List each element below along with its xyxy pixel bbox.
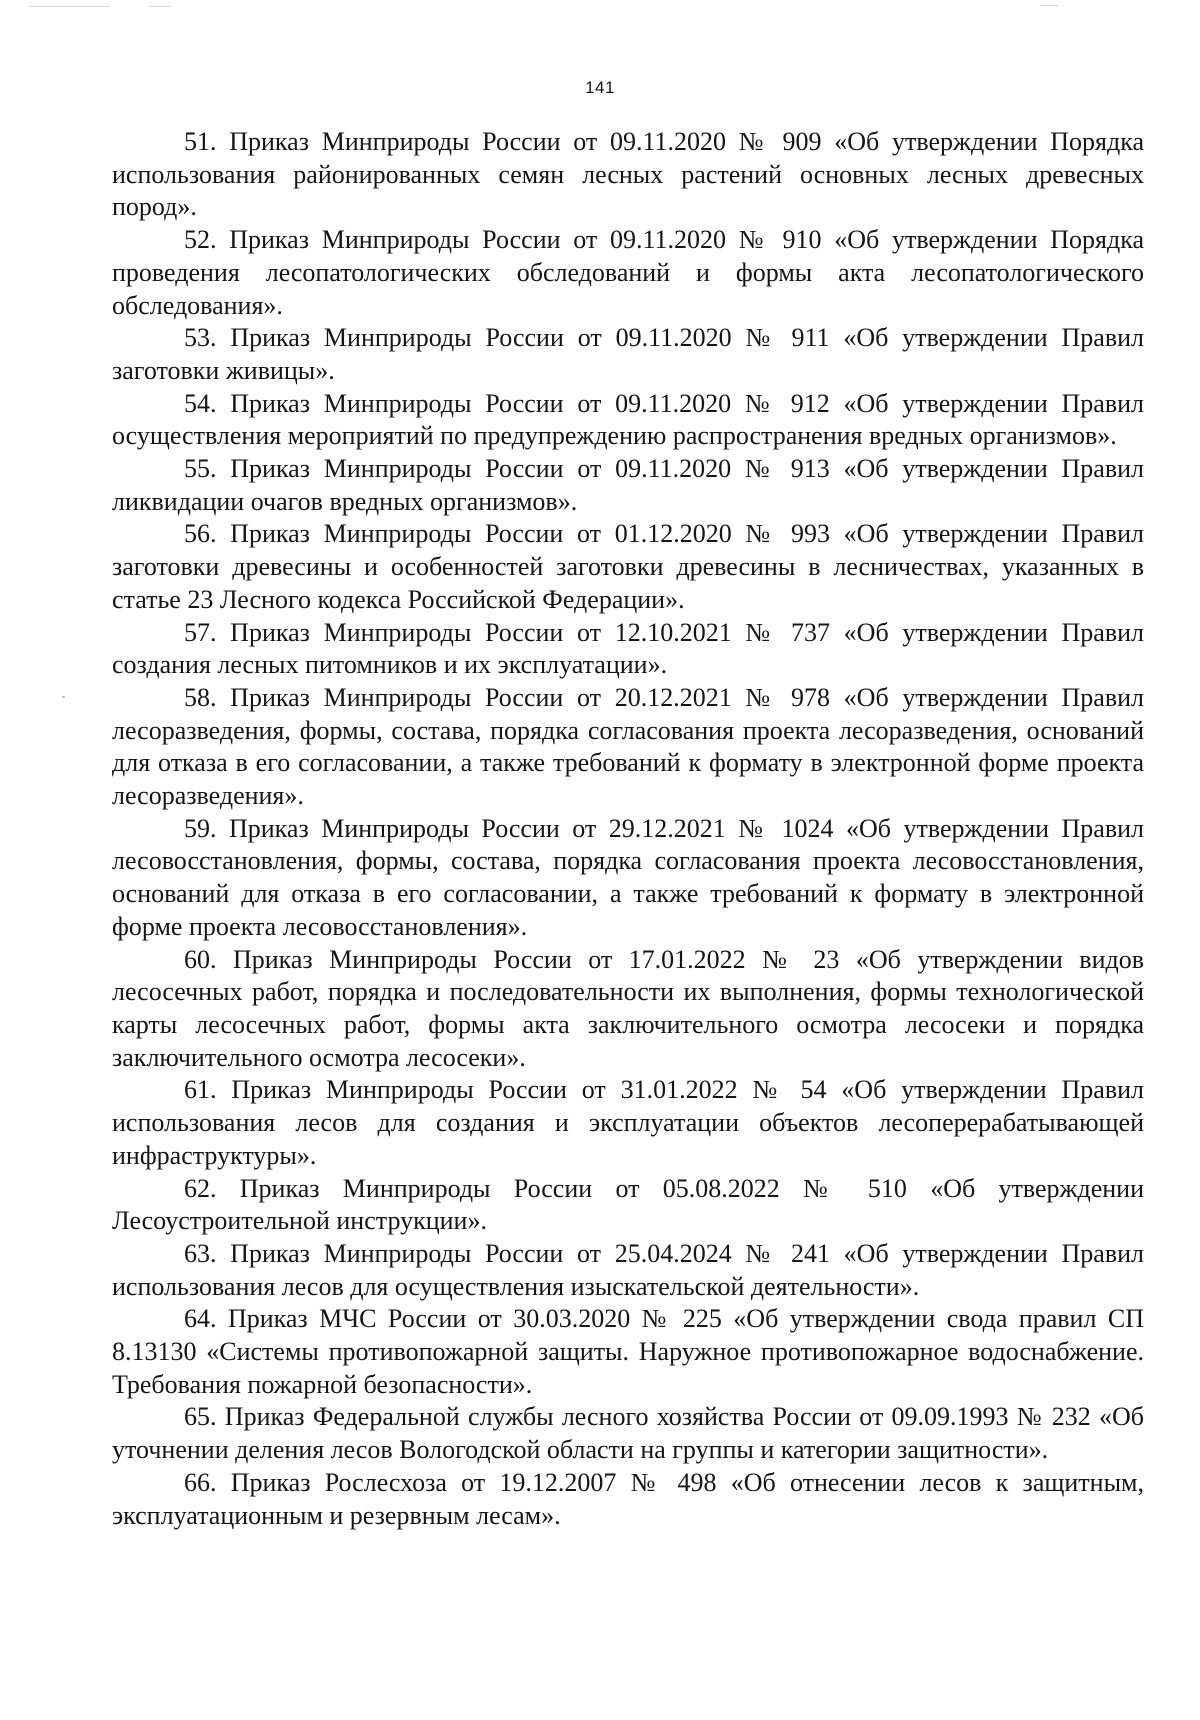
list-item: 64. Приказ МЧС России от 30.03.2020 № 225 «Об утверждении свода правил СП 8.13130 «Системы противопожарной защиты. Наружное противопожарное водоснабжение. Требования пожарной безопасности». xyxy=(112,1304,1144,1399)
list-item: 65. Приказ Федеральной службы лесного хозяйства России от 09.09.1993 № 232 «Об уточнении деления лесов Вологодской области на группы и категории защитности». xyxy=(112,1402,1144,1465)
list-item: 60. Приказ Минприроды России от 17.01.2022 № 23 «Об утверждении видов лесосечных работ, порядка и последовательности их выполнения, формы технологической карты лесосечных работ, формы акта заключительного осмотра лесосеки и порядка заключительного осмотра лесосеки». xyxy=(112,944,1144,1072)
list-item: 51. Приказ Минприроды России от 09.11.2020 № 909 «Об утверждении Порядка использования районированных семян лесных растений основных лесных древесных пород». xyxy=(112,127,1144,222)
list-item: 62. Приказ Минприроды России от 05.08.2022 № 510 «Об утверждении Лесоустроительной инструкции». xyxy=(112,1173,1144,1236)
scan-artifact xyxy=(62,696,65,698)
scan-artifact xyxy=(30,6,110,7)
list-item: 53. Приказ Минприроды России от 09.11.2020 № 911 «Об утверждении Правил заготовки живицы». xyxy=(112,323,1144,385)
list-item: 57. Приказ Минприроды России от 12.10.2021 № 737 «Об утверждении Правил создания лесных питомников и их эксплуатации». xyxy=(112,617,1144,680)
page-number: 141 xyxy=(585,78,615,97)
list-item: 55. Приказ Минприроды России от 09.11.2020 № 913 «Об утверждении Правил ликвидации очагов вредных организмов». xyxy=(112,454,1144,516)
list-item: 52. Приказ Минприроды России от 09.11.2020 № 910 «Об утверждении Порядка проведения лесопатологических обследований и формы акта лесопатологического обследования». xyxy=(112,225,1144,320)
list-item: 58. Приказ Минприроды России от 20.12.2021 № 978 «Об утверждении Правил лесоразведения, формы, состава, порядка согласования проекта лесоразведения, оснований для отказа в его согласовании, а также требований к формату в электронной форме проекта лесоразведения». xyxy=(112,682,1144,811)
list-item: 61. Приказ Минприроды России от 31.01.2022 № 54 «Об утверждении Правил использования лесов для создания и эксплуатации объектов лесоперерабатывающей инфраструктуры». xyxy=(112,1075,1144,1170)
list-item: 66. Приказ Рослесхоза от 19.12.2007 № 498 «Об отнесении лесов к защитным, эксплуатационным и резервным лесам». xyxy=(112,1467,1144,1530)
scan-artifact xyxy=(150,6,170,7)
list-item: 63. Приказ Минприроды России от 25.04.2024 № 241 «Об утверждении Правил использования лесов для осуществления изыскательской деятельности». xyxy=(112,1238,1144,1301)
scan-artifact xyxy=(1040,5,1058,6)
list-item: 56. Приказ Минприроды России от 01.12.2020 № 993 «Об утверждении Правил заготовки древесины и особенностей заготовки древесины в лесничествах, указанных в статье 23 Лесного кодекса Российской Федерации». xyxy=(112,519,1144,614)
list-item: 59. Приказ Минприроды России от 29.12.2021 № 1024 «Об утверждении Правил лесовосстановления, формы, состава, порядка согласования проекта лесовосстановления, оснований для отказа в его согласовании, а также требований к формату в электронной форме проекта лесовосстановления». xyxy=(112,813,1144,941)
list-item: 54. Приказ Минприроды России от 09.11.2020 № 912 «Об утверждении Правил осуществления мероприятий по предупреждению распространения вредных организмов». xyxy=(112,388,1144,451)
references-list xyxy=(112,126,1144,1532)
